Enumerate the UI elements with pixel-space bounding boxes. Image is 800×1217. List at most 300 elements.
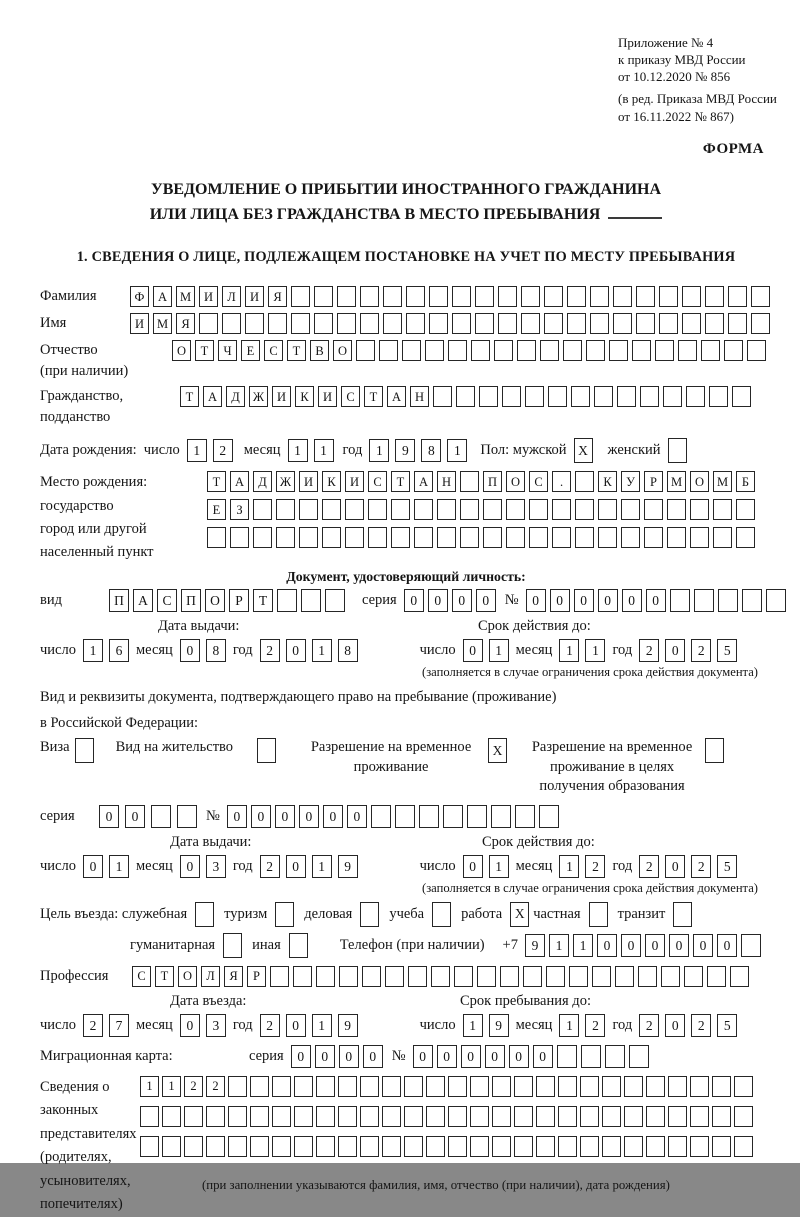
form-cell: Ф — [130, 286, 149, 307]
form-cell: И — [130, 313, 149, 334]
form-cell: Д — [253, 471, 272, 492]
form-cell: 5 — [717, 1014, 737, 1037]
form-cell: 1 — [288, 439, 308, 462]
form-cell — [404, 1076, 423, 1097]
issue-month-boxes — [180, 639, 226, 662]
birthplace-boxes-3 — [207, 527, 755, 548]
form-cell — [414, 527, 433, 548]
page-title — [40, 178, 772, 228]
form-cell: Л — [222, 286, 241, 307]
form-cell: 8 — [338, 639, 358, 662]
form-cell: 2 — [585, 1014, 605, 1037]
representatives-note: (при заполнении указываются фамилия, имя, отчество (при наличии), дата рождения) — [202, 1177, 670, 1192]
form-cell: 1 — [109, 855, 129, 878]
form-cell: И — [272, 386, 291, 407]
stay-day-boxes — [463, 1014, 509, 1037]
migration-card-label: Миграционная карта: — [40, 1047, 173, 1064]
representatives-grids — [140, 1076, 753, 1193]
year-label: год — [232, 1016, 253, 1033]
form-cell: 0 — [286, 639, 306, 662]
form-cell: 1 — [312, 1014, 332, 1037]
form-cell: П — [109, 589, 129, 612]
form-cell — [747, 340, 766, 361]
form-cell — [586, 340, 605, 361]
form-cell: 2 — [213, 439, 233, 462]
form-cell: Т — [391, 471, 410, 492]
form-cell — [690, 1106, 709, 1127]
form-cell — [558, 1136, 577, 1157]
form-cell — [206, 1106, 225, 1127]
form-cell — [736, 499, 755, 520]
doc-series-boxes — [404, 589, 496, 612]
doc-type-boxes — [109, 589, 345, 612]
form-cell — [151, 805, 171, 828]
form-cell — [598, 499, 617, 520]
form-cell: И — [299, 471, 318, 492]
form-cell — [491, 805, 511, 828]
form-cell — [338, 1136, 357, 1157]
form-cell: 1 — [489, 855, 509, 878]
form-cell — [569, 966, 588, 987]
representatives-row — [40, 1076, 772, 1217]
form-cell: 2 — [639, 855, 659, 878]
migration-card-row — [40, 1045, 772, 1068]
valid-until-heading: Срок действия до: — [482, 833, 595, 850]
form-cell: 0 — [665, 639, 685, 662]
form-cell — [140, 1136, 159, 1157]
form-cell — [502, 386, 521, 407]
form-cell — [177, 805, 197, 828]
form-cell: 2 — [83, 1014, 103, 1037]
form-cell — [646, 1106, 665, 1127]
form-cell — [523, 966, 542, 987]
form-cell — [391, 499, 410, 520]
form-cell: 0 — [227, 805, 247, 828]
form-cell: Ж — [249, 386, 268, 407]
birthplace-label: Место рождения: государство город или другой населенный пункт — [40, 474, 154, 561]
form-cell — [250, 1136, 269, 1157]
form-cell: С — [341, 386, 360, 407]
form-cell: 1 — [559, 1014, 579, 1037]
form-cell: С — [157, 589, 177, 612]
form-cell: 1 — [489, 639, 509, 662]
profession-boxes — [132, 966, 749, 987]
form-cell: П — [483, 471, 502, 492]
citizenship-row — [40, 386, 772, 428]
month-label: месяц — [515, 1016, 553, 1033]
form-cell: М — [153, 313, 172, 334]
title-underline — [608, 205, 662, 219]
form-cell — [581, 1045, 601, 1068]
profession-label: Профессия — [40, 967, 109, 984]
form-cell — [316, 1106, 335, 1127]
form-cell: 8 — [206, 639, 226, 662]
form-cell: 0 — [533, 1045, 553, 1068]
form-cell — [682, 286, 701, 307]
form-cell — [483, 527, 502, 548]
form-cell: 0 — [485, 1045, 505, 1068]
form-cell — [429, 286, 448, 307]
form-cell: 0 — [622, 589, 642, 612]
form-cell — [644, 499, 663, 520]
form-cell: 6 — [109, 639, 129, 662]
form-cell: С — [368, 471, 387, 492]
option-visa: Виза — [40, 738, 94, 763]
form-cell: Я — [224, 966, 243, 987]
form-cell — [590, 313, 609, 334]
identity-doc-date-headers — [40, 618, 772, 637]
form-cell — [406, 286, 425, 307]
form-cell — [337, 286, 356, 307]
form-cell: О — [178, 966, 197, 987]
form-cell — [712, 1136, 731, 1157]
purpose-work-label: работа — [461, 905, 503, 922]
form-cell — [322, 527, 341, 548]
form-cell — [544, 286, 563, 307]
form-cell — [272, 1136, 291, 1157]
form-cell — [294, 1136, 313, 1157]
form-cell — [646, 1076, 665, 1097]
purpose-humanitarian-label: гуманитарная — [130, 936, 216, 953]
form-cell — [613, 286, 632, 307]
form-cell: К — [322, 471, 341, 492]
form-cell — [395, 805, 415, 828]
month-label: месяц — [135, 857, 173, 874]
month-label: месяц — [515, 642, 553, 659]
doc-number-label: № — [504, 592, 519, 609]
form-cell — [470, 1106, 489, 1127]
form-cell — [724, 340, 743, 361]
representatives-boxes-3 — [140, 1136, 753, 1157]
form-cell — [408, 966, 427, 987]
form-cell: 1 — [549, 934, 569, 957]
form-cell — [245, 313, 264, 334]
day-label: число — [419, 642, 456, 659]
form-cell: Т — [364, 386, 383, 407]
surname-row — [40, 286, 772, 307]
form-cell — [391, 527, 410, 548]
form-cell — [766, 589, 786, 612]
form-cell — [338, 1076, 357, 1097]
form-cell — [293, 966, 312, 987]
form-cell — [605, 1045, 625, 1068]
form-cell — [414, 499, 433, 520]
purpose-transit-label: транзит — [617, 905, 666, 922]
form-cell: 0 — [693, 934, 713, 957]
form-cell — [382, 1136, 401, 1157]
form-cell: 0 — [347, 805, 367, 828]
form-cell: 2 — [260, 1014, 280, 1037]
form-cell: 3 — [206, 1014, 226, 1037]
birth-month-boxes — [288, 439, 334, 462]
form-cell — [558, 1076, 577, 1097]
form-cell: 9 — [395, 439, 415, 462]
form-cell: 0 — [251, 805, 271, 828]
title-line-2: ИЛИ ЛИЦА БЕЗ ГРАЖДАНСТВА В МЕСТО ПРЕБЫВАНИЯ — [40, 203, 772, 228]
purpose-tourism-checkbox — [275, 902, 294, 927]
form-cell: 0 — [598, 589, 618, 612]
day-label: число — [143, 442, 180, 459]
form-cell: 1 — [140, 1076, 159, 1097]
purpose-delovaya-label: деловая — [304, 905, 353, 922]
form-cell — [615, 966, 634, 987]
option-temp-residence: Разрешение на временное проживание X — [302, 738, 507, 777]
form-cell: 0 — [180, 855, 200, 878]
sex-male-label: Пол: мужской — [480, 442, 567, 459]
purpose-row-1 — [40, 902, 772, 927]
stay-year-boxes — [639, 1014, 737, 1037]
citizenship-label: Гражданство, подданство — [40, 388, 124, 426]
form-cell: М — [176, 286, 195, 307]
form-cell — [668, 1106, 687, 1127]
form-cell — [701, 340, 720, 361]
form-cell — [624, 1136, 643, 1157]
form-cell: 0 — [291, 1045, 311, 1068]
form-cell — [294, 1106, 313, 1127]
representatives-boxes-1 — [140, 1076, 753, 1097]
form-cell: И — [345, 471, 364, 492]
form-cell: 0 — [509, 1045, 529, 1068]
form-cell — [718, 589, 738, 612]
surname-boxes — [130, 286, 770, 307]
res-number-boxes — [227, 805, 559, 828]
birthdate-row — [40, 438, 772, 463]
res-issue-month-boxes — [180, 855, 226, 878]
annex-line: к приказу МВД России — [618, 52, 746, 68]
form-cell: Т — [155, 966, 174, 987]
form-cell — [686, 386, 705, 407]
form-cell — [514, 1076, 533, 1097]
validity-footnote: (заполняется в случае ограничения срока действия документа) — [422, 665, 758, 680]
form-cell — [517, 340, 536, 361]
month-label: месяц — [515, 857, 553, 874]
form-cell: 2 — [691, 855, 711, 878]
form-cell — [575, 527, 594, 548]
form-cell — [368, 499, 387, 520]
form-cell: 0 — [463, 639, 483, 662]
form-cell — [492, 1106, 511, 1127]
form-cell: 0 — [669, 934, 689, 957]
form-cell: 1 — [314, 439, 334, 462]
form-cell — [536, 1136, 555, 1157]
form-cell — [448, 1076, 467, 1097]
form-cell — [470, 1076, 489, 1097]
form-cell — [382, 1106, 401, 1127]
form-cell — [475, 286, 494, 307]
form-cell: 9 — [338, 855, 358, 878]
purpose-business-checkbox — [195, 902, 214, 927]
form-cell: 3 — [206, 855, 226, 878]
form-cell — [659, 286, 678, 307]
form-cell — [525, 386, 544, 407]
form-cell — [448, 1106, 467, 1127]
form-cell: 0 — [339, 1045, 359, 1068]
birthplace-boxes-1 — [207, 471, 755, 492]
form-cell: Я — [176, 313, 195, 334]
issue-date-heading: Дата выдачи: — [170, 833, 252, 850]
form-cell — [492, 1076, 511, 1097]
res-issue-year-boxes — [260, 855, 358, 878]
form-cell: 0 — [645, 934, 665, 957]
form-cell — [730, 966, 749, 987]
form-cell — [751, 313, 770, 334]
form-cell — [277, 589, 297, 612]
form-cell — [728, 286, 747, 307]
res-valid-day-boxes — [463, 855, 509, 878]
issue-day-boxes — [83, 639, 129, 662]
form-cell — [655, 340, 674, 361]
form-cell — [426, 1136, 445, 1157]
form-cell: Л — [201, 966, 220, 987]
entry-date-headers — [40, 993, 772, 1012]
form-cell: 2 — [184, 1076, 203, 1097]
form-cell: М — [713, 471, 732, 492]
form-cell — [609, 340, 628, 361]
form-cell: 0 — [428, 589, 448, 612]
form-cell — [314, 313, 333, 334]
form-cell — [371, 805, 391, 828]
form-cell — [636, 286, 655, 307]
form-cell — [316, 1136, 335, 1157]
form-cell — [728, 313, 747, 334]
form-cell — [162, 1136, 181, 1157]
form-cell: Д — [226, 386, 245, 407]
form-cell — [268, 313, 287, 334]
purpose-study-checkbox — [432, 902, 451, 927]
form-cell — [705, 313, 724, 334]
form-cell: 1 — [83, 639, 103, 662]
form-cell — [299, 499, 318, 520]
form-cell: 1 — [585, 639, 605, 662]
form-cell: 0 — [323, 805, 343, 828]
form-cell: П — [181, 589, 201, 612]
form-cell — [483, 499, 502, 520]
res-number-label: № — [206, 807, 220, 824]
month-label: месяц — [135, 1016, 173, 1033]
form-cell — [732, 386, 751, 407]
form-cell — [734, 1136, 753, 1157]
form-cell — [624, 1076, 643, 1097]
form-cell: Т — [207, 471, 226, 492]
form-cell: А — [133, 589, 153, 612]
form-cell: Т — [287, 340, 306, 361]
form-cell: 2 — [691, 1014, 711, 1037]
form-cell — [345, 527, 364, 548]
name-row — [40, 313, 772, 334]
form-cell — [448, 1136, 467, 1157]
form-cell — [402, 340, 421, 361]
form-cell: О — [333, 340, 352, 361]
form-cell — [426, 1076, 445, 1097]
form-cell — [694, 589, 714, 612]
form-cell — [162, 1106, 181, 1127]
entry-month-boxes — [180, 1014, 226, 1037]
form-cell: З — [230, 499, 249, 520]
form-cell — [494, 340, 513, 361]
form-cell: Т — [253, 589, 273, 612]
form-cell — [276, 499, 295, 520]
form-cell: 0 — [476, 589, 496, 612]
form-cell — [272, 1106, 291, 1127]
form-cell: 5 — [717, 639, 737, 662]
form-cell — [419, 805, 439, 828]
form-cell: 0 — [437, 1045, 457, 1068]
form-cell — [291, 286, 310, 307]
form-cell — [301, 589, 321, 612]
mig-number-boxes — [413, 1045, 649, 1068]
form-cell — [521, 313, 540, 334]
patronymic-boxes — [172, 340, 766, 361]
form-cell — [437, 499, 456, 520]
form-cell: 0 — [180, 1014, 200, 1037]
edition-line: (в ред. Приказа МВД России — [618, 91, 777, 107]
form-cell: И — [199, 286, 218, 307]
form-cell — [368, 527, 387, 548]
doc-series-label: серия — [362, 592, 397, 609]
form-cell: Р — [229, 589, 249, 612]
form-cell: К — [598, 471, 617, 492]
form-cell: Ж — [276, 471, 295, 492]
form-cell — [536, 1076, 555, 1097]
purpose-row-2 — [130, 933, 772, 958]
form-cell: 0 — [413, 1045, 433, 1068]
year-label: год — [232, 857, 253, 874]
valid-day-boxes — [463, 639, 509, 662]
form-cell — [624, 1106, 643, 1127]
form-cell — [360, 1076, 379, 1097]
birth-year-boxes — [369, 439, 467, 462]
form-cell: 0 — [404, 589, 424, 612]
form-cell — [475, 313, 494, 334]
form-cell — [682, 313, 701, 334]
form-cell: 0 — [665, 1014, 685, 1037]
form-cell: А — [387, 386, 406, 407]
form-cell — [199, 313, 218, 334]
form-cell — [470, 1136, 489, 1157]
form-cell — [448, 340, 467, 361]
form-cell — [684, 966, 703, 987]
form-cell: 8 — [421, 439, 441, 462]
form-cell: 0 — [180, 639, 200, 662]
title-line-1: УВЕДОМЛЕНИЕ О ПРИБЫТИИ ИНОСТРАННОГО ГРАЖДАНИНА — [150, 180, 662, 198]
form-cell — [690, 1136, 709, 1157]
form-cell — [253, 527, 272, 548]
form-cell — [594, 386, 613, 407]
form-cell — [316, 966, 335, 987]
form-cell — [360, 1106, 379, 1127]
form-cell — [667, 499, 686, 520]
form-cell — [230, 527, 249, 548]
purpose-tourism-label: туризм — [224, 905, 268, 922]
form-cell: 0 — [665, 855, 685, 878]
form-cell — [270, 966, 289, 987]
validity-footnote: (заполняется в случае ограничения срока действия документа) — [422, 880, 758, 895]
year-label: год — [232, 642, 253, 659]
form-cell — [337, 313, 356, 334]
form-cell — [736, 527, 755, 548]
form-cell — [668, 1076, 687, 1097]
entry-day-boxes — [83, 1014, 129, 1037]
form-cell — [602, 1106, 621, 1127]
form-cell — [539, 805, 559, 828]
form-cell: 0 — [526, 589, 546, 612]
stay-month-boxes — [559, 1014, 605, 1037]
form-cell: . — [552, 471, 571, 492]
form-cell — [712, 1106, 731, 1127]
patronymic-label: Отчество (при наличии) — [40, 342, 129, 380]
form-cell: 1 — [559, 639, 579, 662]
annex-block — [618, 34, 777, 125]
